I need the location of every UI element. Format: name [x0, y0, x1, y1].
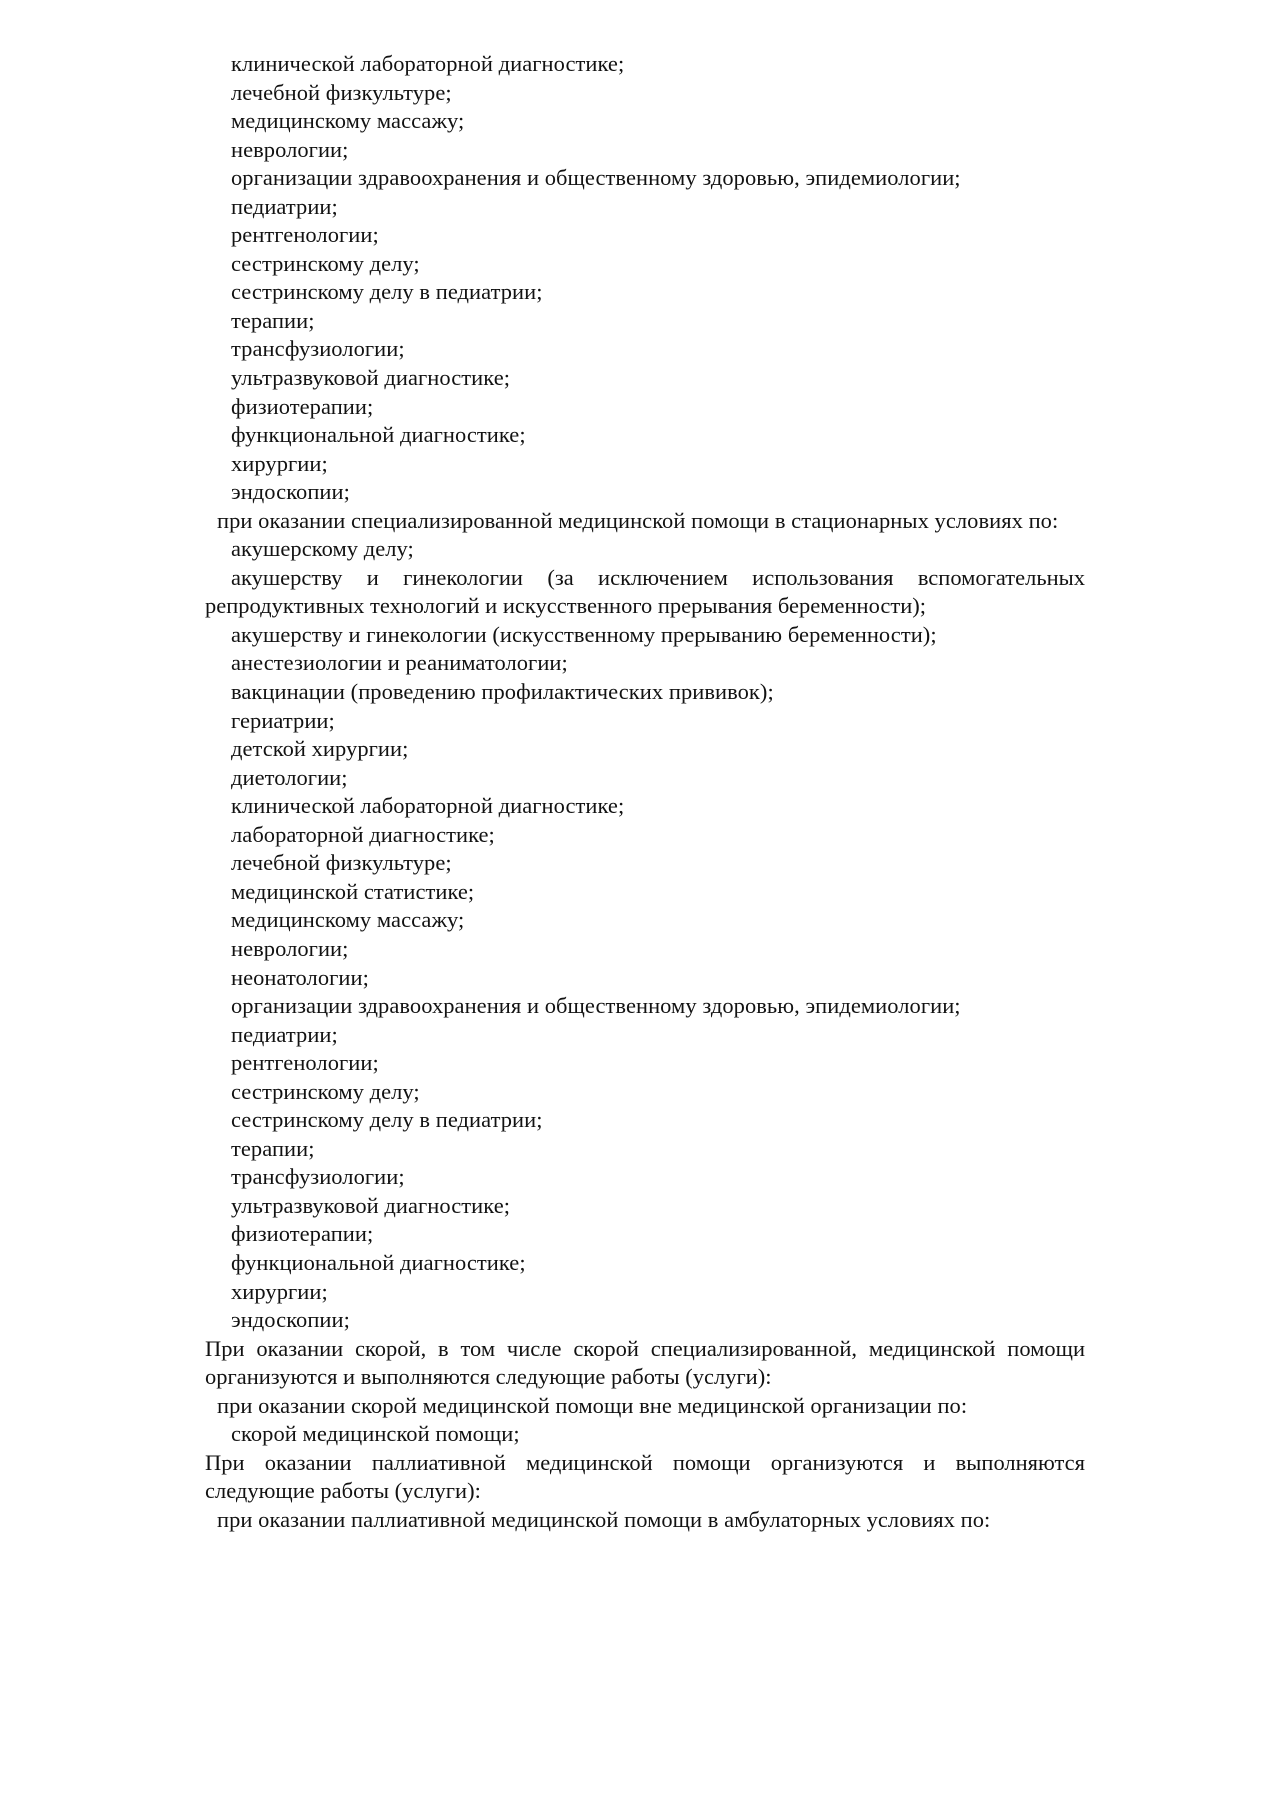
list-item: неонатологии;: [231, 964, 369, 990]
list-item: детской хирургии;: [231, 736, 409, 762]
list-item: хирургии;: [231, 1278, 328, 1304]
list-section-header: при оказании скорой медицинской помощи вне медицинской организации по:: [217, 1392, 968, 1418]
list-item: неврологии;: [231, 935, 349, 961]
list-item: организации здравоохранения и общественному здоровью, эпидемиологии;: [231, 165, 961, 191]
list-item: эндоскопии;: [231, 1307, 350, 1333]
list-item: неврологии;: [231, 136, 349, 162]
list-item: организации здравоохранения и общественному здоровью, эпидемиологии;: [231, 993, 961, 1019]
list-item: сестринскому делу в педиатрии;: [231, 279, 543, 305]
list-item: ультразвуковой диагностике;: [231, 365, 511, 391]
list-item: диетологии;: [231, 764, 348, 790]
list-item: медицинскому массажу;: [231, 907, 465, 933]
list-item: акушерскому делу;: [231, 536, 414, 562]
list-item: скорой медицинской помощи;: [231, 1421, 520, 1447]
list-item: функциональной диагностике;: [231, 1249, 526, 1275]
list-item: терапии;: [231, 307, 315, 333]
list-item: ультразвуковой диагностике;: [231, 1192, 511, 1218]
list-item: сестринскому делу;: [231, 250, 420, 276]
list-item: терапии;: [231, 1135, 315, 1161]
list-section-header: при оказании паллиативной медицинской помощи в амбулаторных условиях по:: [217, 1506, 991, 1532]
list-item: анестезиологии и реаниматологии;: [231, 650, 568, 676]
list-item: хирургии;: [231, 450, 328, 476]
body-paragraph: При оказании скорой, в том числе скорой специализированной, медицинской помощи организуются и выполняются следующие работы (услуги):: [205, 1335, 1085, 1390]
list-item: эндоскопии;: [231, 479, 350, 505]
list-item: физиотерапии;: [231, 1221, 374, 1247]
list-section-header: при оказании специализированной медицинской помощи в стационарных условиях по:: [217, 507, 1059, 533]
list-item: рентгенологии;: [231, 222, 379, 248]
list-item: лечебной физкультуре;: [231, 850, 452, 876]
list-item: клинической лабораторной диагностике;: [231, 51, 625, 76]
list-item: гериатрии;: [231, 707, 335, 733]
list-item: акушерству и гинекологии (искусственному прерыванию беременности);: [231, 621, 937, 647]
body-paragraph: При оказании паллиативной медицинской помощи организуются и выполняются следующие работы (услуги):: [205, 1449, 1085, 1504]
list-item: вакцинации (проведению профилактических прививок);: [231, 679, 774, 705]
list-item: лабораторной диагностике;: [231, 821, 495, 847]
list-item: клинической лабораторной диагностике;: [231, 793, 625, 819]
list-item: медицинскому массажу;: [231, 108, 465, 134]
list-item: сестринскому делу в педиатрии;: [231, 1107, 543, 1133]
list-item-paragraph: акушерству и гинекологии (за исключением использования вспомогательных репродуктивных технологий и искусственного прерывания беременности);: [205, 564, 1085, 619]
list-item: трансфузиологии;: [231, 1164, 405, 1190]
list-item: лечебной физкультуре;: [231, 79, 452, 105]
list-item: педиатрии;: [231, 193, 338, 219]
list-item: рентгенологии;: [231, 1050, 379, 1076]
list-item: сестринскому делу;: [231, 1078, 420, 1104]
list-item: физиотерапии;: [231, 393, 374, 419]
document-body: [205, 50, 1085, 1534]
list-item: функциональной диагностике;: [231, 422, 526, 448]
list-item: медицинской статистике;: [231, 878, 475, 904]
list-item: трансфузиологии;: [231, 336, 405, 362]
list-item: педиатрии;: [231, 1021, 338, 1047]
